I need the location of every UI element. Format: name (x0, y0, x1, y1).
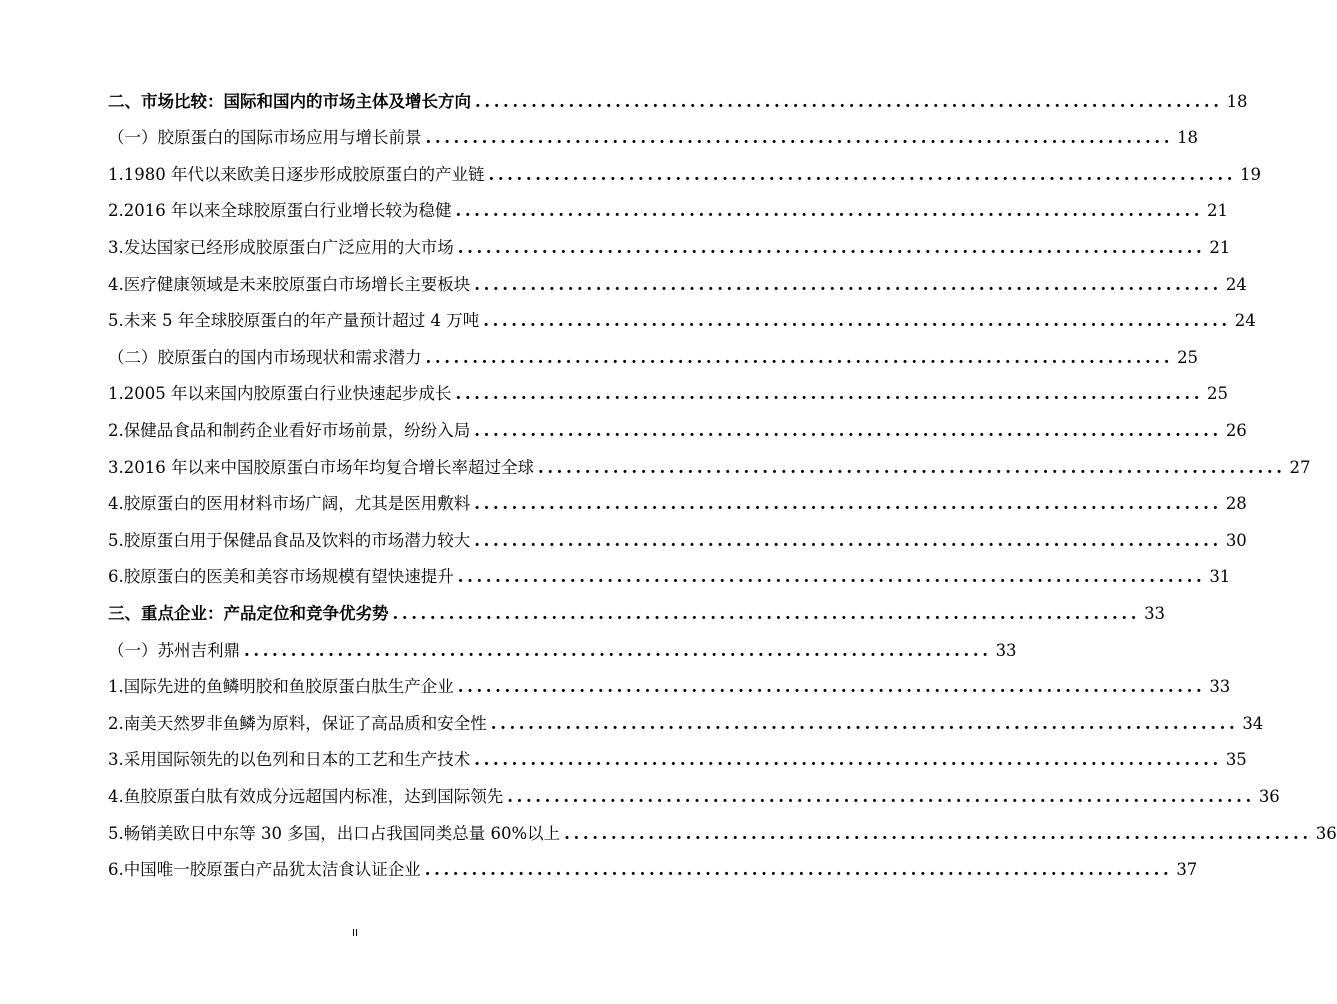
toc-entry-title: 2.2016 年以来全球胶原蛋白行业增长较为稳健 (108, 201, 452, 221)
toc-entry[interactable] (108, 556, 1231, 587)
toc-dot-leader: ................................................................................ (392, 603, 1141, 623)
toc-dot-leader: ................................................................................ (507, 786, 1255, 806)
toc-entry[interactable] (108, 483, 1247, 514)
toc-entry-title: 2.保健品食品和制药企业看好市场前景，纷纷入局 (108, 420, 471, 440)
toc-entry-page: 34 (1242, 713, 1264, 733)
toc-entry-title: 2.南美天然罗非鱼鳞为原料，保证了高品质和安全性 (108, 713, 487, 733)
toc-entry[interactable] (108, 739, 1247, 770)
toc-entry[interactable] (108, 409, 1247, 440)
toc-entry-page: 36 (1258, 786, 1280, 806)
toc-entry-title: （一）胶原蛋白的国际市场应用与增长前景 (108, 128, 422, 148)
toc-entry[interactable] (108, 153, 1262, 184)
toc-entry-page: 21 (1207, 201, 1229, 221)
toc-entry-title: 4.鱼胶原蛋白肽有效成分远超国内标准，达到国际领先 (108, 786, 504, 806)
toc-entry-title: 4.胶原蛋白的医用材料市场广阔，尤其是医用敷料 (108, 494, 471, 514)
toc-entry-title: 二、市场比较：国际和国内的市场主体及增长方向 (108, 91, 471, 111)
toc-entry-title: （一）苏州吉利鼎 (108, 640, 240, 660)
toc-entry-page: 30 (1225, 530, 1247, 550)
toc-dot-leader: ................................................................................ (455, 384, 1204, 404)
toc-dot-leader: ................................................................................ (564, 823, 1312, 843)
toc-entry-title: 3.2016 年以来中国胶原蛋白市场年均复合增长率超过全球 (108, 457, 534, 477)
toc-entry[interactable] (108, 336, 1199, 367)
toc-entry-page: 33 (995, 640, 1017, 660)
toc-entry-page: 21 (1209, 237, 1231, 257)
toc-entry-page: 33 (1209, 677, 1231, 697)
toc-dot-leader: ................................................................................ (483, 311, 1231, 331)
toc-dot-leader: ................................................................................ (474, 750, 1222, 770)
toc-entry-title: 1.国际先进的鱼鳞明胶和鱼胶原蛋白肽生产企业 (108, 677, 454, 697)
toc-dot-leader: ................................................................................ (474, 274, 1222, 294)
toc-entry-page: 31 (1209, 567, 1231, 587)
toc-dot-leader: ................................................................................ (488, 164, 1237, 184)
toc-entry-title: 6.中国唯一胶原蛋白产品犹太洁食认证企业 (108, 860, 421, 880)
toc-entry[interactable] (108, 592, 1166, 623)
toc-entry-page: 28 (1225, 494, 1247, 514)
toc-entry[interactable] (108, 519, 1247, 550)
toc-entry-page: 27 (1289, 457, 1311, 477)
toc-dot-leader: ................................................................................ (425, 347, 1174, 367)
toc-entry[interactable] (108, 775, 1280, 806)
toc-entry-title: （二）胶原蛋白的国内市场现状和需求潜力 (108, 347, 422, 367)
toc-dot-leader: ................................................................................ (537, 457, 1286, 477)
toc-entry[interactable] (108, 702, 1264, 733)
toc-entry-page: 25 (1207, 384, 1229, 404)
toc-dot-leader: ................................................................................ (490, 713, 1239, 733)
toc-dot-leader: ................................................................................ (474, 494, 1222, 514)
toc-dot-leader: ................................................................................ (475, 91, 1223, 111)
toc-dot-leader: ................................................................................ (457, 677, 1206, 697)
toc-entry-page: 37 (1176, 860, 1198, 880)
toc-dot-leader: ................................................................................ (425, 128, 1174, 148)
toc-entry-page: 25 (1177, 347, 1199, 367)
toc-entry-page: 24 (1225, 274, 1247, 294)
toc-dot-leader: ................................................................................ (424, 860, 1173, 880)
toc-entry-page: 18 (1177, 128, 1199, 148)
toc-dot-leader: ................................................................................ (474, 420, 1222, 440)
toc-entry[interactable] (108, 80, 1248, 111)
toc-entry[interactable] (108, 373, 1229, 404)
toc-entry[interactable] (108, 226, 1231, 257)
toc-entry-page: 35 (1225, 750, 1247, 770)
toc-entry[interactable] (108, 446, 1311, 477)
toc-entry-page: 18 (1226, 91, 1248, 111)
toc-entry-page: 19 (1240, 164, 1262, 184)
toc-entry[interactable] (108, 629, 1017, 660)
toc-entry-page: 24 (1234, 311, 1256, 331)
toc-entry-page: 36 (1315, 823, 1337, 843)
toc-entry-title: 3.发达国家已经形成胶原蛋白广泛应用的大市场 (108, 237, 454, 257)
toc-entry-title: 5.胶原蛋白用于保健品食品及饮料的市场潜力较大 (108, 530, 471, 550)
toc-dot-leader: ................................................................................ (457, 237, 1206, 257)
toc-entry-page: 26 (1225, 420, 1247, 440)
toc-entry[interactable] (108, 300, 1256, 331)
toc-entry-title: 三、重点企业：产品定位和竞争优劣势 (108, 603, 389, 623)
page-number: II (352, 928, 358, 939)
toc-dot-leader: ................................................................................ (455, 201, 1204, 221)
toc-entry-title: 5.未来 5 年全球胶原蛋白的年产量预计超过 4 万吨 (108, 311, 480, 331)
toc-dot-leader: ................................................................................ (244, 640, 992, 660)
toc-entry-title: 3.采用国际领先的以色列和日本的工艺和生产技术 (108, 750, 471, 770)
toc-dot-leader: ................................................................................ (474, 530, 1222, 550)
toc-entry[interactable] (108, 849, 1198, 880)
toc-dot-leader: ................................................................................ (457, 567, 1206, 587)
toc-entry-page: 33 (1144, 603, 1166, 623)
toc-entry-title: 6.胶原蛋白的医美和美容市场规模有望快速提升 (108, 567, 454, 587)
toc-entry-title: 5.畅销美欧日中东等 30 多国，出口占我国同类总量 60%以上 (108, 823, 561, 843)
toc-entry[interactable] (108, 812, 1337, 843)
toc-entry-title: 4.医疗健康领域是未来胶原蛋白市场增长主要板块 (108, 274, 471, 294)
toc-entry-title: 1.1980 年代以来欧美日逐步形成胶原蛋白的产业链 (108, 164, 485, 184)
toc-entry-title: 1.2005 年以来国内胶原蛋白行业快速起步成长 (108, 384, 452, 404)
toc-entry[interactable] (108, 117, 1199, 148)
toc-entry[interactable] (108, 190, 1229, 221)
toc-entry[interactable] (108, 263, 1247, 294)
toc-entry[interactable] (108, 666, 1231, 697)
